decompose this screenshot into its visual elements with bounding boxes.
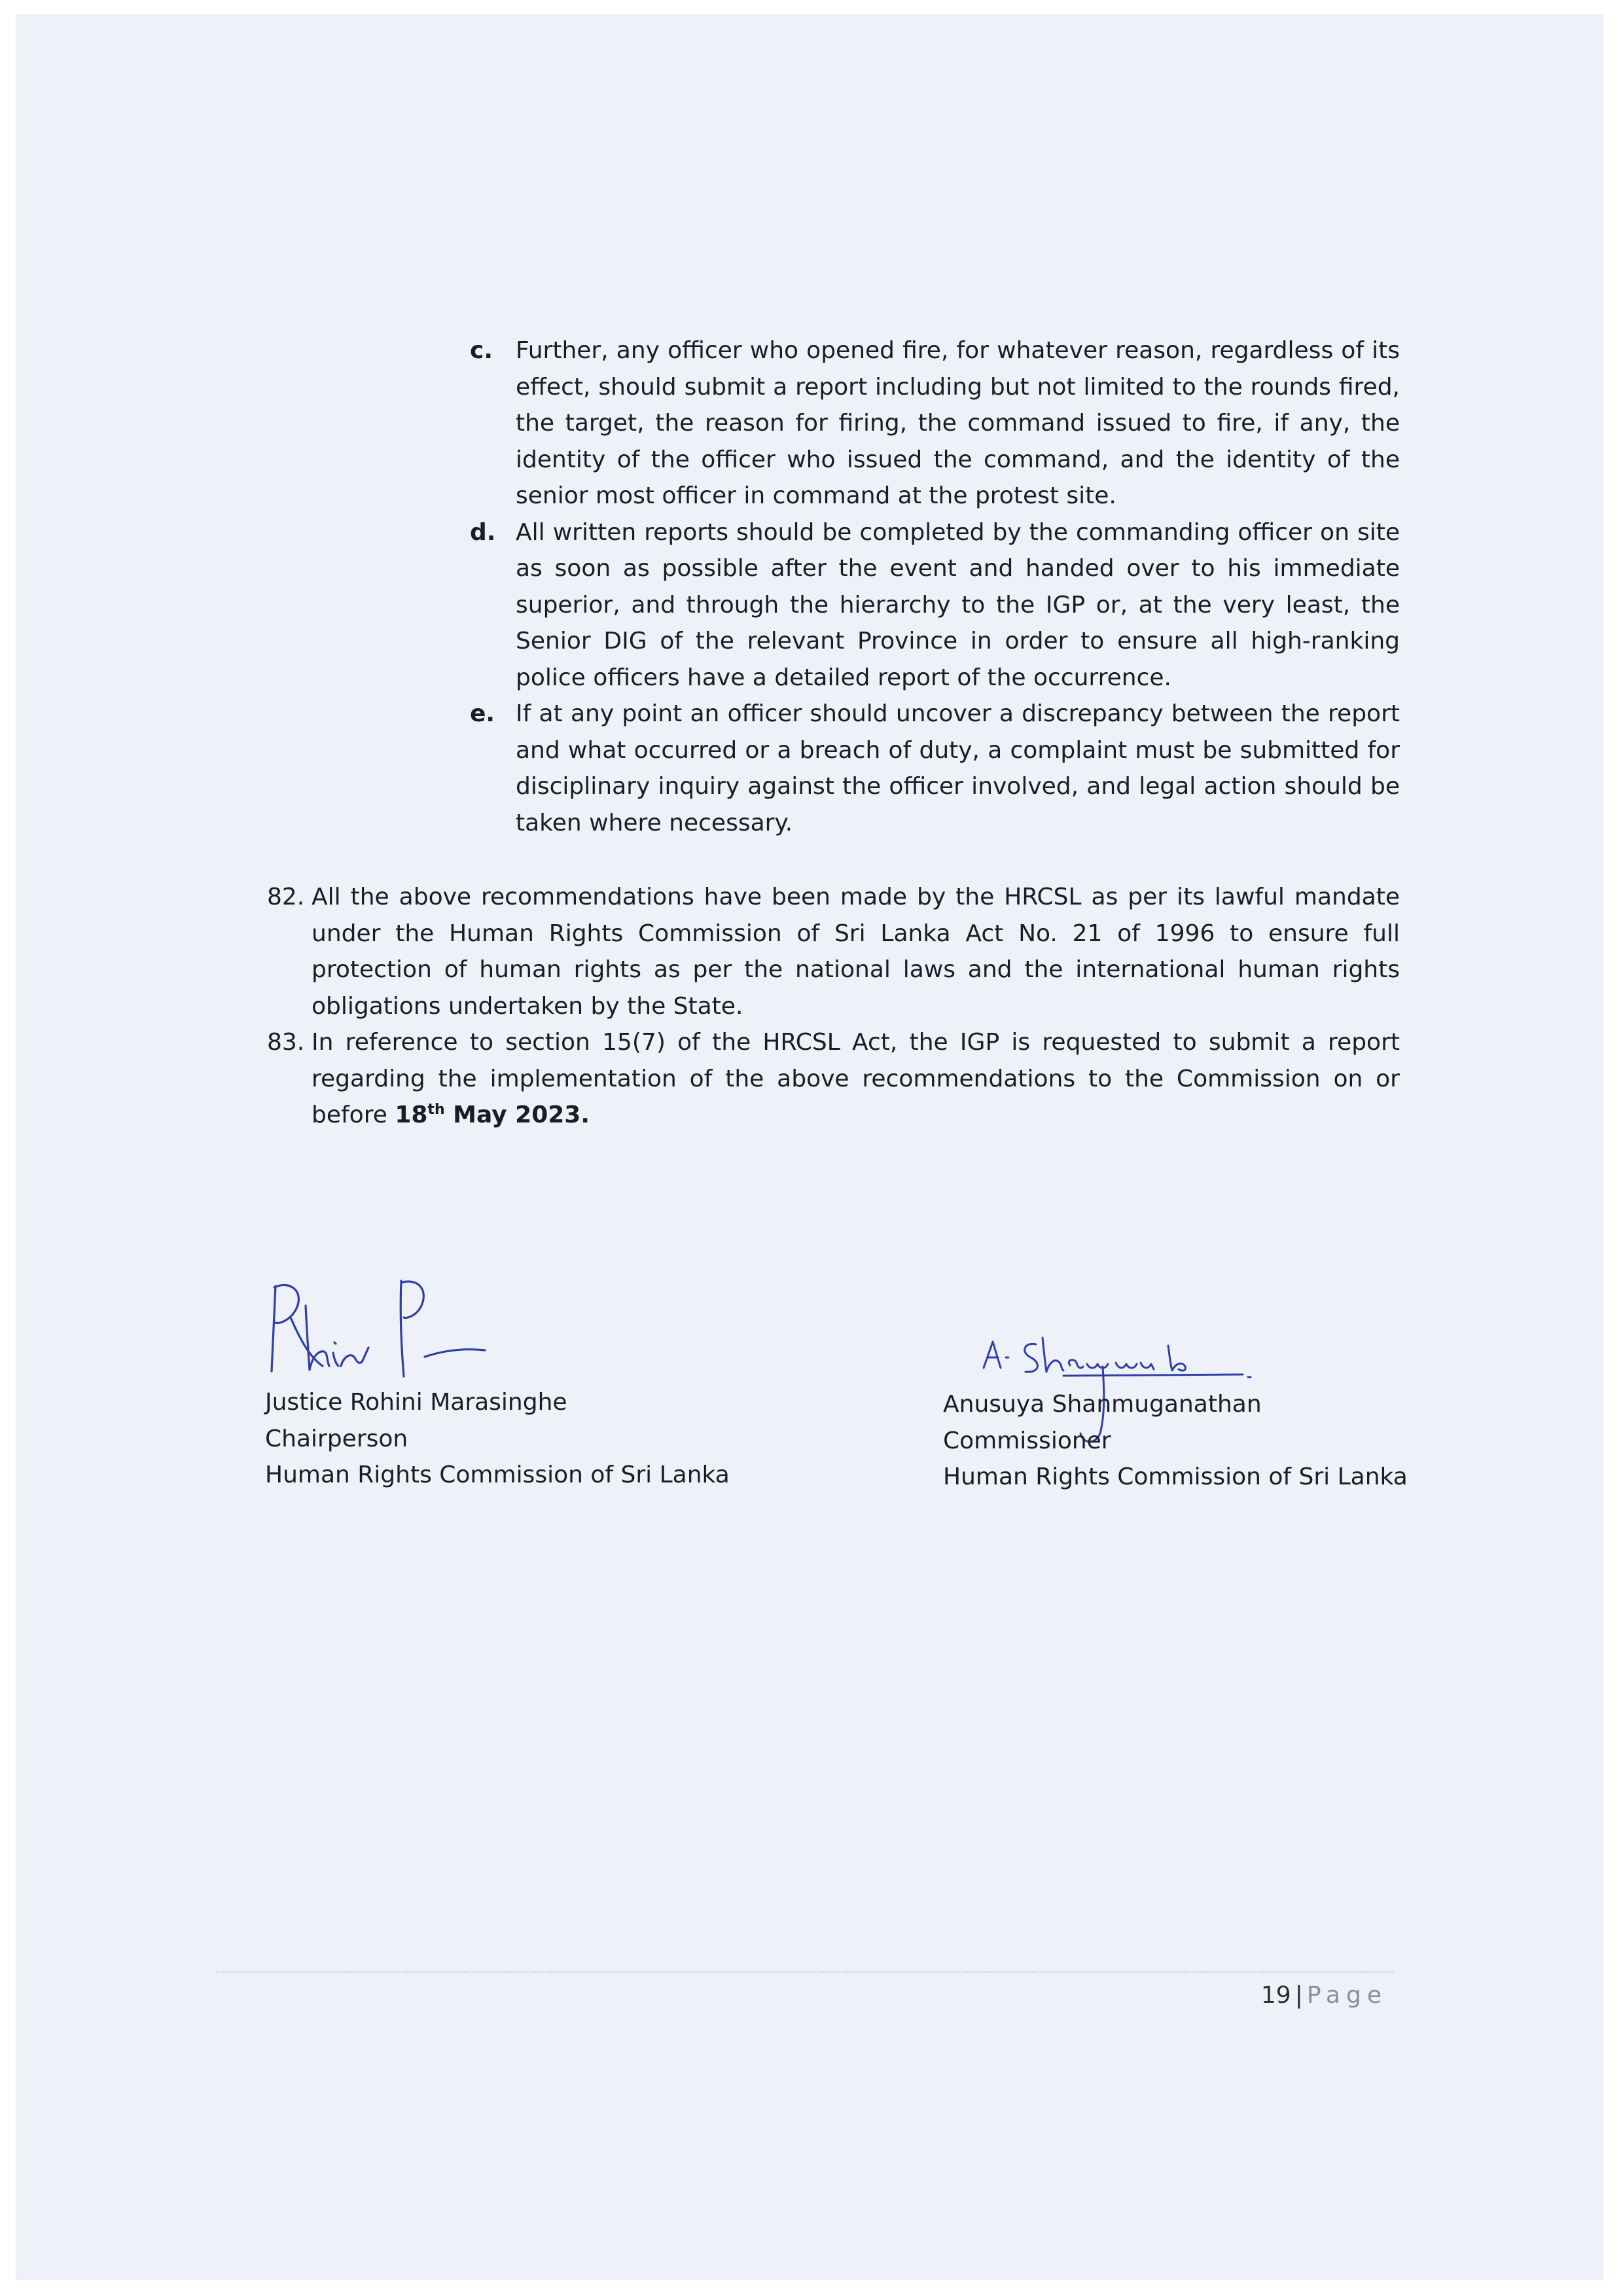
page-footer: [1243, 1982, 1387, 2009]
signatory-title: Chairperson: [265, 1425, 408, 1452]
sub-item-d: [470, 514, 1400, 696]
paragraph-82: [267, 879, 1400, 1024]
signatory-name: Justice Rohini Marasinghe: [265, 1389, 567, 1416]
signatory-organization: Human Rights Commission of Sri Lanka: [943, 1463, 1408, 1490]
chairperson-signature: [265, 1280, 501, 1378]
signatory-title: Commissioner: [943, 1427, 1111, 1454]
chairperson-signature-block: [265, 1384, 762, 1494]
sub-item-list: [470, 332, 1400, 841]
numbered-paragraph-list: [267, 879, 1400, 1134]
sub-item-c: [470, 332, 1400, 514]
paragraph-number: 83.: [267, 1029, 305, 1056]
deadline-day: 18: [395, 1102, 428, 1128]
sub-item-text: If at any point an officer should uncover a discrepancy between the report and what occurred or a breach of duty, a complaint must be submitted for disciplinary inquiry against the officer involved, and legal action should be taken where necessary.: [516, 700, 1400, 836]
sub-item-e: [470, 696, 1400, 841]
deadline-month-year: May 2023.: [444, 1102, 590, 1128]
page-word: Page: [1306, 1982, 1387, 2009]
paragraph-83: [267, 1024, 1400, 1134]
paragraph-number: 82.: [267, 884, 305, 910]
sub-item-text: All written reports should be completed by the commanding officer on site as soon as possible after the event and handed over to his immediate superior, and through the hierarchy to the IGP or, at the very least, the Senior DIG of the relevant Province in order to ensure all high-ranking police officers have a detailed report of the occurrence.: [516, 518, 1400, 691]
paragraph-text: In reference to section 15(7) of the HRCSL Act, the IGP is requested to submit a report regarding the implementation of the above recommendations to the Commission on or before: [312, 1029, 1400, 1128]
page-separator: |: [1294, 1982, 1303, 2009]
sub-item-text: Further, any officer who opened fire, for whatever reason, regardless of its effect, should submit a report including but not limited to the rounds fired, the target, the reason for firing, the command issued to fire, if any, the identity of the officer who issued the command, and the identity of the senior most officer in command at the protest site.: [516, 337, 1400, 509]
sub-item-marker: d.: [470, 518, 496, 546]
footer-rule: [216, 1971, 1394, 1973]
signatory-organization: Human Rights Commission of Sri Lanka: [265, 1462, 730, 1488]
signatory-name: Anusuya Shanmuganathan: [943, 1391, 1262, 1418]
deadline-day-suffix: th: [427, 1102, 445, 1118]
paragraph-text: All the above recommendations have been made by the HRCSL as per its lawful mandate under the Human Rights Commission of Sri Lanka Act No. 21 of 1996 to ensure full protection of human rights as per the national laws and the international human rights obligations undertaken by the State.: [312, 884, 1400, 1020]
sub-item-marker: c.: [470, 337, 493, 364]
commissioner-signature-block: [943, 1386, 1440, 1496]
page-number: 19: [1260, 1982, 1291, 2009]
sub-item-marker: e.: [470, 700, 495, 727]
